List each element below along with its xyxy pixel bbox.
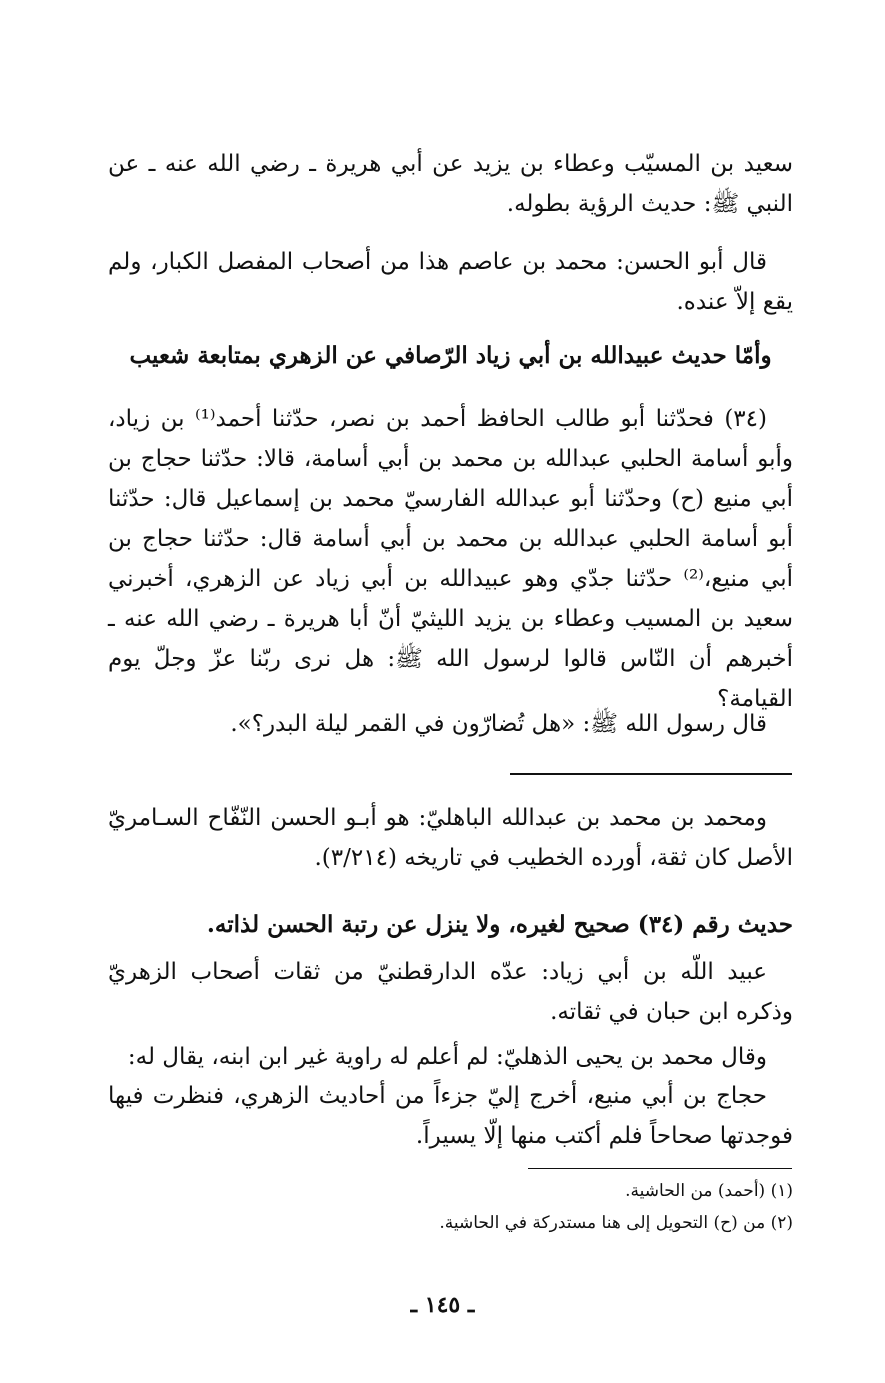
- footnotes: [108, 1175, 793, 1239]
- paragraph-8-text: وقال محمد بن يحيى الذهليّ: لم أعلم له راوية غير ابن ابنه، يقال له:: [127, 1044, 767, 1070]
- paragraph-1: [108, 144, 793, 224]
- paragraph-1-text: سعيد بن المسيّب وعطاء بن يزيد عن أبي هريرة ـ رضي الله عنه ـ عن النبي ﷺ: حديث الرؤية بطوله.: [108, 151, 793, 217]
- paragraph-7: [108, 952, 793, 1032]
- hadith-grade-text: حديث رقم (٣٤) صحيح لغيره، ولا ينزل عن رتبة الحسن لذاته.: [206, 911, 793, 938]
- paragraph-5: [108, 798, 793, 878]
- paragraph-4-text: قال رسول الله ﷺ: «هل تُضارّون في القمر ليلة البدر؟».: [230, 711, 767, 737]
- paragraph-9-text: حجاج بن أبي منيع، أخرج إليّ جزءاً من أحاديث الزهري، فنظرت فيها فوجدتها صحاحاً فلم أكتب منها إلّا يسيراً.: [108, 1083, 793, 1149]
- section-heading: وأمّا حديث عبيدالله بن أبي زياد الرّصافي عن الزهري بمتابعة شعيب: [129, 342, 772, 369]
- hadith-grade: [108, 905, 793, 945]
- paragraph-8: [108, 1037, 793, 1077]
- footnote-1: (١) (أحمد) من الحاشية.: [625, 1181, 793, 1201]
- paragraph-4: [108, 704, 793, 744]
- paragraph-5-text: ومحمد بن محمد بن عبدالله الباهليّ: هو أبـو الحسن النّفّاح السـامريّ الأصل كان ثقة، أورده الخطيب في تاريخه (٣/٢١٤).: [108, 805, 793, 871]
- footnote-2: (٢) من (ح) التحويل إلى هنا مستدركة في الحاشية.: [439, 1213, 793, 1233]
- paragraph-3-text: (٣٤) فحدّثنا أبو طالب الحافظ أحمد بن نصر، حدّثنا أحمد⁽¹⁾ بن زياد، وأبو أسامة الحلبي عبدالله بن محمد بن أبي أسامة، قالا: حدّثنا حجاج بن أبي منيع (ح) وحدّثنا أبو عبدالله الفارسيّ محمد بن إسماعيل قال: حدّثنا أبو أسامة الحلبي عبدالله بن محمد بن أبي أسامة قال: حدّثنا حجاج بن أبي منيع،⁽²⁾ حدّثنا جدّي وهو عبيدالله بن أبي زياد عن الزهري، أخبرني سعيد بن المسيب وعطاء بن يزيد الليثيّ أنّ أبا هريرة ـ رضي الله عنه ـ أخبرهم أن النّاس قالوا لرسول الله ﷺ: هل نرى ربّنا عزّ وجلّ يوم القيامة؟: [108, 406, 793, 712]
- paragraph-7-text: عبيد اللّه بن أبي زياد: عدّه الدارقطنيّ من ثقات أصحاب الزهريّ وذكره ابن حبان في ثقاته.: [108, 959, 793, 1025]
- paragraph-9: [108, 1076, 793, 1156]
- page-number: ـ ١٤٥ ـ: [410, 1292, 475, 1318]
- paragraph-3: [108, 399, 793, 719]
- paragraph-2: [108, 242, 793, 322]
- paragraph-2-text: قال أبو الحسن: محمد بن عاصم هذا من أصحاب المفصل الكبار، ولم يقع إلاّ عنده.: [108, 249, 793, 315]
- footnote-divider: [528, 1168, 792, 1169]
- commentary-divider: [510, 773, 792, 775]
